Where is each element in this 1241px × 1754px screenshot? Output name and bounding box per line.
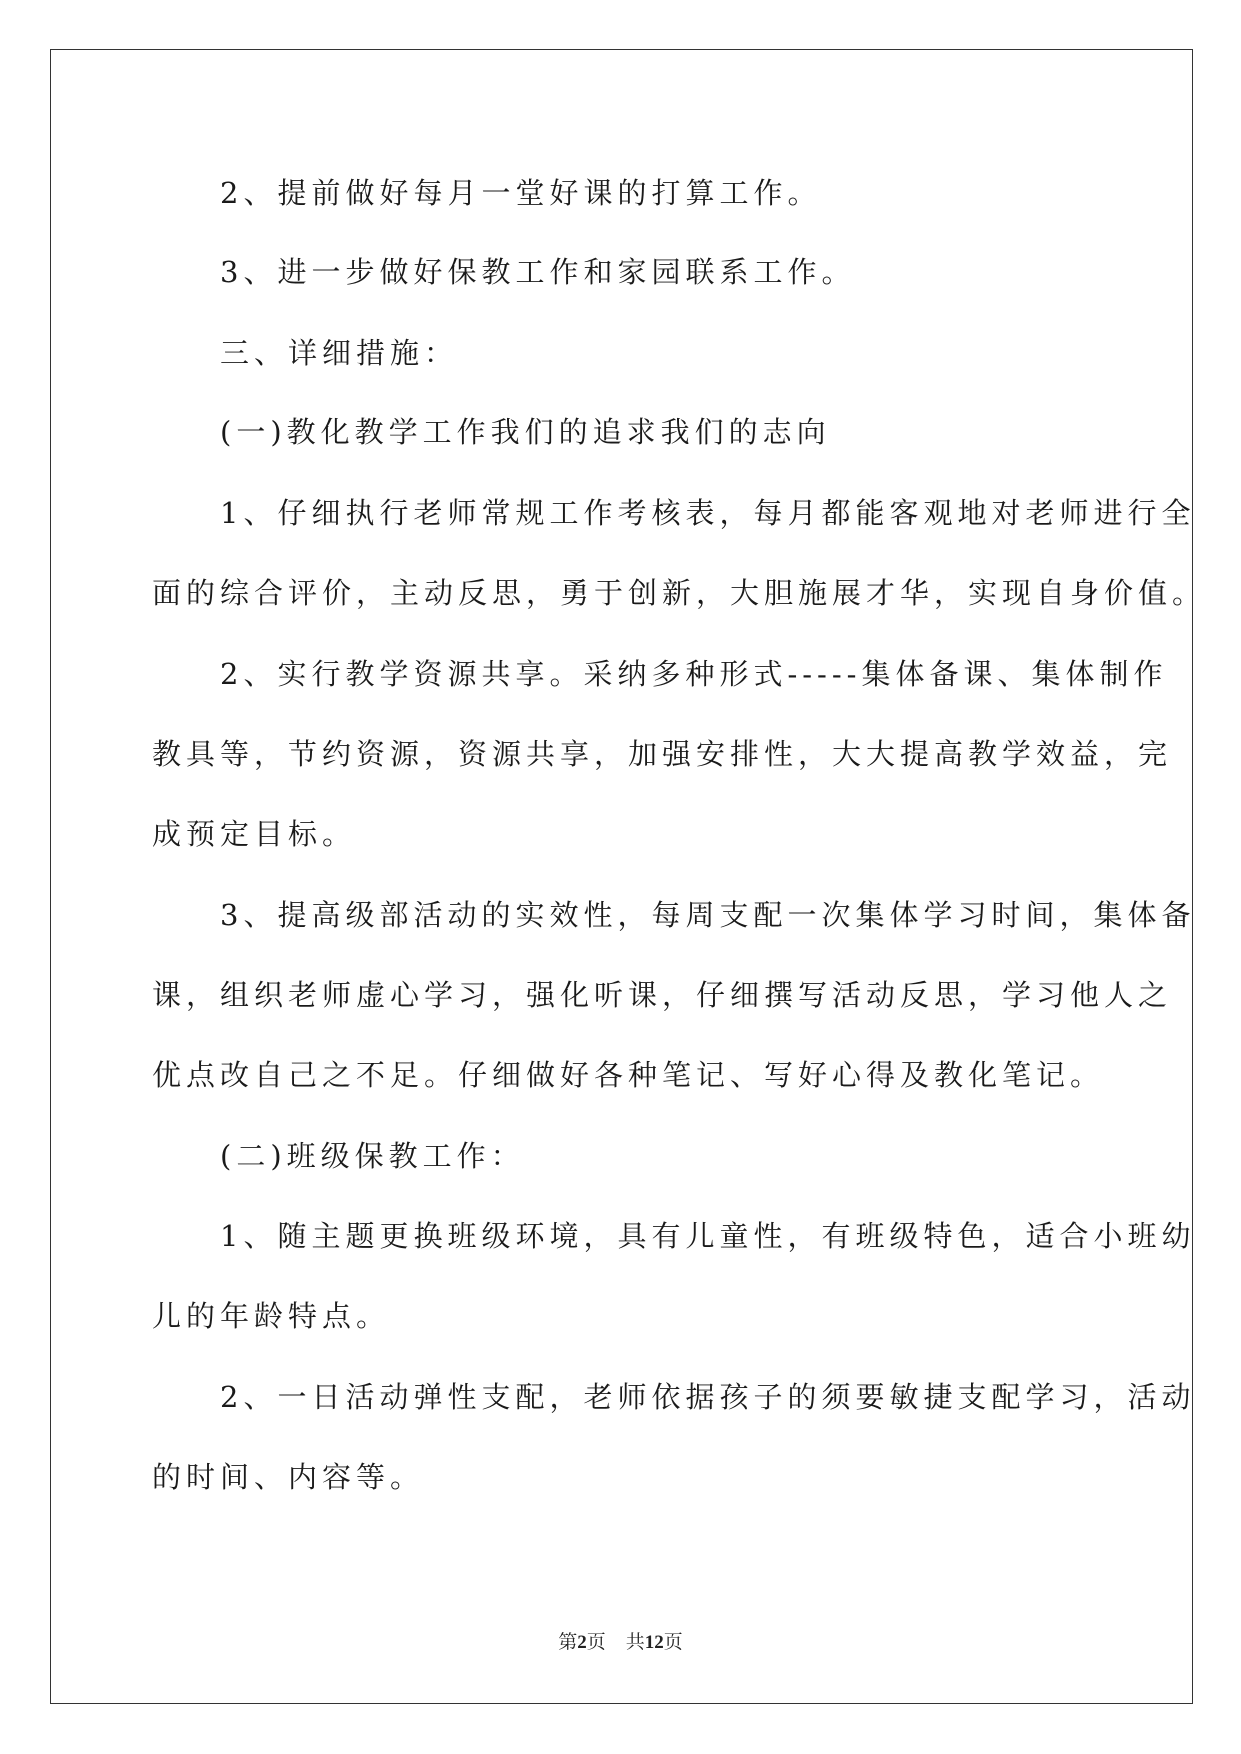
text-line: 2、实行教学资源共享。采纳多种形式-----集体备课、集体制作 — [152, 657, 1168, 691]
subsection-heading: (二)班级保教工作： — [152, 1139, 525, 1173]
text-line: 教具等，节约资源，资源共享，加强安排性，大大提高教学效益，完 — [152, 737, 1173, 771]
total-suffix: 页 — [663, 1632, 683, 1653]
text-line: 课，组织老师虚心学习，强化听课，仔细撰写活动反思，学习他人之 — [152, 978, 1173, 1012]
text-line: 2、提前做好每月一堂好课的打算工作。 — [152, 176, 822, 210]
text-line: 的时间、内容等。 — [152, 1460, 425, 1494]
text-line: 优点改自己之不足。仔细做好各种笔记、写好心得及教化笔记。 — [152, 1058, 1105, 1092]
subsection-heading: (一)教化教学工作我们的追求我们的志向 — [152, 415, 831, 449]
total-pages: 12 — [644, 1632, 664, 1653]
text-line: 成预定目标。 — [152, 817, 357, 851]
text-line: 1、仔细执行老师常规工作考核表，每月都能客观地对老师进行全 — [152, 496, 1196, 530]
page-total — [626, 1632, 683, 1653]
text-line: 3、提高级部活动的实效性，每周支配一次集体学习时间，集体备 — [152, 898, 1196, 932]
page-prefix: 第 — [558, 1632, 578, 1653]
section-heading: 三、详细措施： — [152, 336, 459, 370]
text-line: 儿的年龄特点。 — [152, 1299, 391, 1333]
total-prefix: 共 — [625, 1632, 645, 1653]
text-line: 1、随主题更换班级环境，具有儿童性，有班级特色，适合小班幼 — [152, 1219, 1196, 1253]
text-line: 3、进一步做好保教工作和家园联系工作。 — [152, 255, 856, 289]
current-page: 2 — [577, 1632, 587, 1653]
text-line: 2、一日活动弹性支配，老师依据孩子的须要敏捷支配学习，活动 — [152, 1380, 1196, 1414]
page-border — [50, 49, 1207, 1704]
text-line: 面的综合评价，主动反思，勇于创新，大胆施展才华，实现自身价值。 — [152, 576, 1207, 610]
page-suffix: 页 — [586, 1632, 606, 1653]
page-footer — [0, 1630, 1241, 1656]
page-number — [558, 1632, 606, 1653]
